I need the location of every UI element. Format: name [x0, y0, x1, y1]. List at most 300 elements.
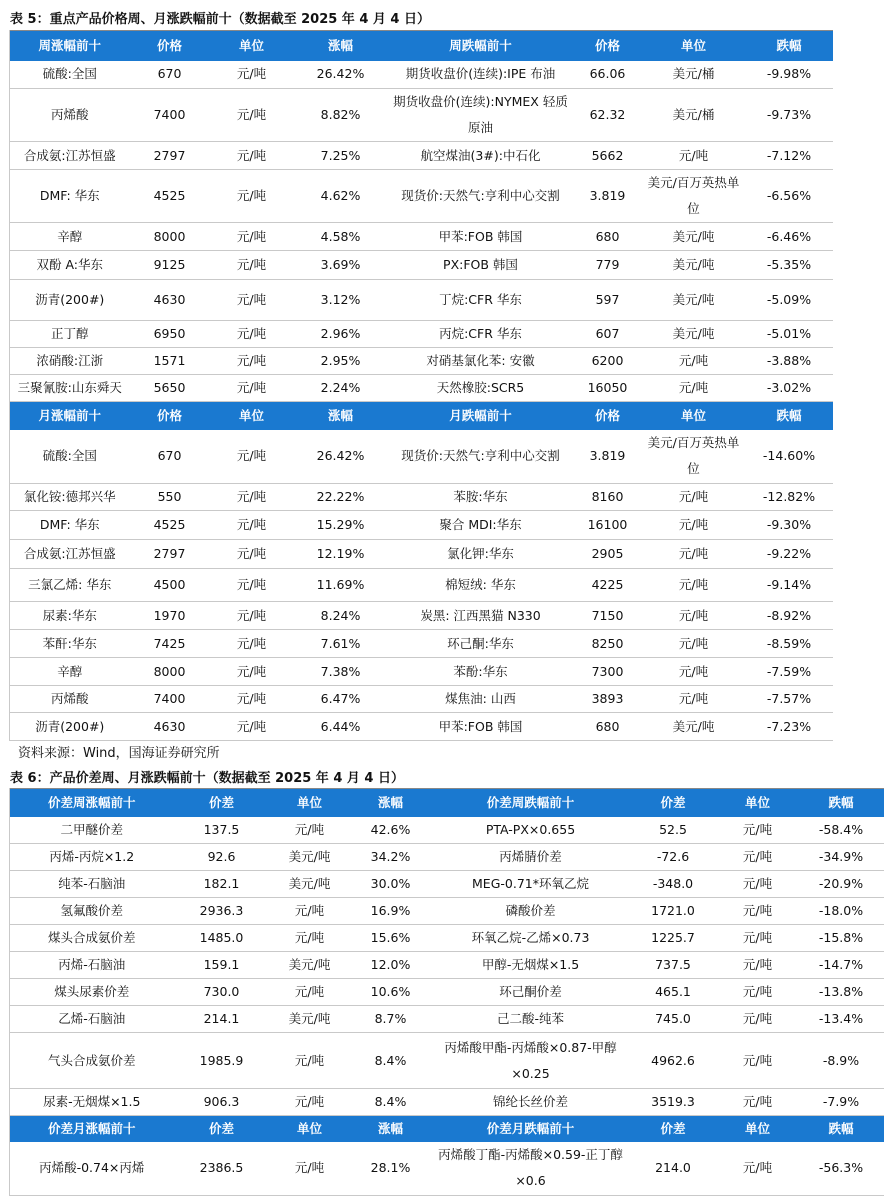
table-cell: 煤头尿素价差 — [10, 979, 174, 1006]
table-row — [10, 89, 833, 142]
table-cell: 苯酚:华东 — [388, 658, 574, 686]
table-cell: 550 — [130, 484, 210, 511]
table-cell: 元/吨 — [210, 348, 294, 375]
table-cell: 元/吨 — [210, 280, 294, 321]
table-row — [10, 817, 884, 844]
column-header: 价差 — [630, 789, 717, 817]
table-cell: 元/吨 — [270, 925, 350, 952]
table-cell: 元/吨 — [270, 817, 350, 844]
table-cell: 期货收盘价(连续):NYMEX 轻质原油 — [388, 89, 574, 142]
table-cell: 三聚氰胺:山东舜天 — [10, 375, 130, 402]
table-cell: 28.1% — [350, 1142, 432, 1195]
table-cell: 745.0 — [630, 1006, 717, 1033]
column-header: 单位 — [642, 31, 746, 61]
table-cell: 元/吨 — [210, 375, 294, 402]
table-cell: 聚合 MDI:华东 — [388, 511, 574, 540]
table-cell: 214.0 — [630, 1142, 717, 1195]
table-row — [10, 713, 833, 741]
table-cell: 7400 — [130, 686, 210, 713]
table-cell: 5662 — [574, 142, 642, 170]
table-cell: -5.09% — [746, 280, 833, 321]
table-cell: 期货收盘价(连续):IPE 布油 — [388, 61, 574, 89]
table-cell: 670 — [130, 61, 210, 89]
column-header: 月涨幅前十 — [10, 402, 130, 430]
table-cell: 7.25% — [294, 142, 388, 170]
table-cell: 2.24% — [294, 375, 388, 402]
table-cell: 元/吨 — [642, 658, 746, 686]
table-cell: 42.6% — [350, 817, 432, 844]
table-row — [10, 61, 833, 89]
table-cell: 62.32 — [574, 89, 642, 142]
table-cell: 双酚 A:华东 — [10, 251, 130, 280]
table-cell: 合成氨:江苏恒盛 — [10, 142, 130, 170]
table-cell: 乙烯-石脑油 — [10, 1006, 174, 1033]
table-cell: -56.3% — [799, 1142, 884, 1195]
column-header: 价格 — [130, 31, 210, 61]
column-header: 价格 — [574, 402, 642, 430]
table-cell: 680 — [574, 713, 642, 741]
table-cell: 16100 — [574, 511, 642, 540]
table-cell: 66.06 — [574, 61, 642, 89]
table-cell: 2.95% — [294, 348, 388, 375]
column-header: 涨幅 — [294, 402, 388, 430]
column-header: 单位 — [210, 31, 294, 61]
table-cell: 苯酐:华东 — [10, 630, 130, 658]
table-cell: 3.12% — [294, 280, 388, 321]
table-cell: -20.9% — [799, 871, 884, 898]
column-header: 周跌幅前十 — [388, 31, 574, 61]
table-cell: 182.1 — [174, 871, 270, 898]
table-cell: 丙烯酸 — [10, 89, 130, 142]
table-cell: 8.4% — [350, 1089, 432, 1116]
table-cell: 二甲醚价差 — [10, 817, 174, 844]
table-cell: -3.88% — [746, 348, 833, 375]
table-cell: 氯化钾:华东 — [388, 540, 574, 569]
table-cell: 元/吨 — [210, 658, 294, 686]
table-cell: 美元/吨 — [642, 223, 746, 251]
table-cell: 沥青(200#) — [10, 713, 130, 741]
table-cell: 美元/桶 — [642, 61, 746, 89]
table-cell: -5.01% — [746, 321, 833, 348]
table-cell: 16050 — [574, 375, 642, 402]
table-cell: -12.82% — [746, 484, 833, 511]
table-cell: 硫酸:全国 — [10, 61, 130, 89]
table-row — [10, 602, 833, 630]
table-cell: 美元/吨 — [642, 280, 746, 321]
table-cell: 22.22% — [294, 484, 388, 511]
table-cell: 906.3 — [174, 1089, 270, 1116]
table-cell: -8.92% — [746, 602, 833, 630]
table-cell: 美元/吨 — [642, 713, 746, 741]
table-cell: 8.82% — [294, 89, 388, 142]
column-header: 单位 — [642, 402, 746, 430]
column-header: 单位 — [270, 789, 350, 817]
column-header: 单位 — [270, 1116, 350, 1143]
table-row — [10, 1142, 884, 1195]
table-cell: 159.1 — [174, 952, 270, 979]
table-cell: 对硝基氯化苯: 安徽 — [388, 348, 574, 375]
table-cell: 4962.6 — [630, 1033, 717, 1089]
table-cell: 丙烯酸 — [10, 686, 130, 713]
table-row — [10, 223, 833, 251]
table-cell: -8.59% — [746, 630, 833, 658]
column-header: 涨幅 — [294, 31, 388, 61]
table-cell: 煤头合成氨价差 — [10, 925, 174, 952]
table-cell: 8000 — [130, 223, 210, 251]
table-header-row — [10, 1116, 884, 1143]
column-header: 价格 — [574, 31, 642, 61]
table-cell: 尿素-无烟煤×1.5 — [10, 1089, 174, 1116]
column-header: 单位 — [717, 789, 799, 817]
table-cell: 天然橡胶:SCR5 — [388, 375, 574, 402]
table-row — [10, 925, 884, 952]
table-cell: 7425 — [130, 630, 210, 658]
table-cell: 元/吨 — [642, 630, 746, 658]
table-cell: 30.0% — [350, 871, 432, 898]
table-cell: -3.02% — [746, 375, 833, 402]
table-cell: PTA-PX×0.655 — [432, 817, 630, 844]
table-cell: 元/吨 — [642, 375, 746, 402]
table-cell: -14.7% — [799, 952, 884, 979]
table-cell: -15.8% — [799, 925, 884, 952]
table-cell: 氯化铵:德邦兴华 — [10, 484, 130, 511]
table-cell: 6950 — [130, 321, 210, 348]
table-cell: 元/吨 — [210, 170, 294, 223]
table-cell: 甲醇-无烟煤×1.5 — [432, 952, 630, 979]
table-cell: 6200 — [574, 348, 642, 375]
table-cell: 元/吨 — [270, 1033, 350, 1089]
table-cell: 合成氨:江苏恒盛 — [10, 540, 130, 569]
table-cell: 元/吨 — [717, 1033, 799, 1089]
table-cell: 美元/百万英热单位 — [642, 170, 746, 223]
column-header: 价差月涨幅前十 — [10, 1116, 174, 1143]
table-cell: -9.30% — [746, 511, 833, 540]
table-cell: 锦纶长丝价差 — [432, 1089, 630, 1116]
table-cell: 7300 — [574, 658, 642, 686]
table-cell: 26.42% — [294, 61, 388, 89]
table-cell: 12.19% — [294, 540, 388, 569]
table-cell: 12.0% — [350, 952, 432, 979]
table-cell: 元/吨 — [210, 142, 294, 170]
table-cell: 元/吨 — [717, 871, 799, 898]
table-cell: -14.60% — [746, 430, 833, 484]
table-cell: 美元/吨 — [270, 1006, 350, 1033]
table-cell: 8.7% — [350, 1006, 432, 1033]
table-cell: 2936.3 — [174, 898, 270, 925]
table-cell: 沥青(200#) — [10, 280, 130, 321]
table-cell: 元/吨 — [642, 348, 746, 375]
table-cell: 元/吨 — [717, 898, 799, 925]
table-cell: 美元/吨 — [270, 952, 350, 979]
table-cell: 元/吨 — [210, 630, 294, 658]
table-cell: 737.5 — [630, 952, 717, 979]
column-header: 单位 — [210, 402, 294, 430]
table-cell: 环氧乙烷-乙烯×0.73 — [432, 925, 630, 952]
table-cell: 元/吨 — [270, 1142, 350, 1195]
table-cell: 元/吨 — [270, 979, 350, 1006]
column-header: 跌幅 — [746, 402, 833, 430]
table-row — [10, 321, 833, 348]
table-cell: 丙烯-石脑油 — [10, 952, 174, 979]
table-cell: 3519.3 — [630, 1089, 717, 1116]
table-cell: 元/吨 — [210, 251, 294, 280]
table-cell: 5650 — [130, 375, 210, 402]
table-cell: 硫酸:全国 — [10, 430, 130, 484]
table-cell: 元/吨 — [642, 569, 746, 602]
table-cell: 730.0 — [174, 979, 270, 1006]
table-row — [10, 280, 833, 321]
table-cell: DMF: 华东 — [10, 170, 130, 223]
table-cell: 元/吨 — [210, 89, 294, 142]
column-header: 跌幅 — [799, 789, 884, 817]
table-cell: 8.4% — [350, 1033, 432, 1089]
table-row — [10, 686, 833, 713]
table-cell: -8.9% — [799, 1033, 884, 1089]
table-cell: 7.61% — [294, 630, 388, 658]
column-header: 价差 — [174, 1116, 270, 1143]
table-cell: 4525 — [130, 170, 210, 223]
table-cell: -13.4% — [799, 1006, 884, 1033]
table-row — [10, 1033, 884, 1089]
column-header: 涨幅 — [350, 1116, 432, 1143]
table-cell: 4630 — [130, 713, 210, 741]
table-cell: 丁烷:CFR 华东 — [388, 280, 574, 321]
table-cell: -7.12% — [746, 142, 833, 170]
column-header: 价差周跌幅前十 — [432, 789, 630, 817]
table-cell: 元/吨 — [642, 540, 746, 569]
table-cell: 16.9% — [350, 898, 432, 925]
table-cell: 美元/桶 — [642, 89, 746, 142]
table-cell: DMF: 华东 — [10, 511, 130, 540]
table-cell: -9.98% — [746, 61, 833, 89]
table-cell: 丙烯酸甲酯-丙烯酸×0.87-甲醇×0.25 — [432, 1033, 630, 1089]
table-cell: 8.24% — [294, 602, 388, 630]
table-row — [10, 348, 833, 375]
column-header: 跌幅 — [746, 31, 833, 61]
table-cell: 煤焦油: 山西 — [388, 686, 574, 713]
table-row — [10, 1089, 884, 1116]
table-cell: 元/吨 — [717, 1142, 799, 1195]
table-cell: 779 — [574, 251, 642, 280]
source-note: 资料来源：Wind，国海证券研究所 — [18, 746, 220, 761]
table-cell: 607 — [574, 321, 642, 348]
table-cell: 元/吨 — [210, 713, 294, 741]
table-cell: -7.23% — [746, 713, 833, 741]
table-cell: -72.6 — [630, 844, 717, 871]
table-cell: 2797 — [130, 142, 210, 170]
table-cell: 现货价:天然气:亨利中心交割 — [388, 170, 574, 223]
table-cell: 己二酸-纯苯 — [432, 1006, 630, 1033]
column-header: 价差 — [174, 789, 270, 817]
table-cell: -9.14% — [746, 569, 833, 602]
table-cell: 丙烯酸丁酯-丙烯酸×0.59-正丁醇×0.6 — [432, 1142, 630, 1195]
table-cell: 航空煤油(3#):中石化 — [388, 142, 574, 170]
table-cell: 棉短绒: 华东 — [388, 569, 574, 602]
table-cell: 元/吨 — [717, 817, 799, 844]
table-cell: -6.46% — [746, 223, 833, 251]
table-cell: 670 — [130, 430, 210, 484]
product-price-table — [9, 30, 833, 741]
table-row — [10, 375, 833, 402]
table-cell: 丙烯酸-0.74×丙烯 — [10, 1142, 174, 1195]
table-cell: 元/吨 — [270, 1089, 350, 1116]
table-row — [10, 630, 833, 658]
table-cell: -13.8% — [799, 979, 884, 1006]
table-cell: 美元/吨 — [642, 251, 746, 280]
table-row — [10, 658, 833, 686]
table-row — [10, 844, 884, 871]
table-row — [10, 898, 884, 925]
table-cell: 1970 — [130, 602, 210, 630]
table-cell: 环己酮价差 — [432, 979, 630, 1006]
table-cell: 7150 — [574, 602, 642, 630]
column-header: 价差 — [630, 1116, 717, 1143]
table-cell: -34.9% — [799, 844, 884, 871]
table-cell: 现货价:天然气:亨利中心交割 — [388, 430, 574, 484]
table-cell: 1485.0 — [174, 925, 270, 952]
table-cell: 元/吨 — [210, 602, 294, 630]
table-header-row — [10, 31, 833, 61]
table-cell: 3893 — [574, 686, 642, 713]
table-cell: 元/吨 — [717, 844, 799, 871]
table-cell: 元/吨 — [210, 430, 294, 484]
table-cell: 4500 — [130, 569, 210, 602]
column-header: 跌幅 — [799, 1116, 884, 1143]
table-cell: -6.56% — [746, 170, 833, 223]
table-cell: 92.6 — [174, 844, 270, 871]
table-cell: 15.6% — [350, 925, 432, 952]
column-header: 价差周涨幅前十 — [10, 789, 174, 817]
table-cell: 纯苯-石脑油 — [10, 871, 174, 898]
table-cell: -7.9% — [799, 1089, 884, 1116]
table-cell: 美元/吨 — [270, 871, 350, 898]
table-cell: 8000 — [130, 658, 210, 686]
table-row — [10, 142, 833, 170]
table-cell: MEG-0.71*环氧乙烷 — [432, 871, 630, 898]
table-cell: 丙烷:CFR 华东 — [388, 321, 574, 348]
table-cell: 磷酸价差 — [432, 898, 630, 925]
table-cell: 3.819 — [574, 430, 642, 484]
column-header: 涨幅 — [350, 789, 432, 817]
table-cell: 52.5 — [630, 817, 717, 844]
table-cell: -7.57% — [746, 686, 833, 713]
table-cell: 气头合成氨价差 — [10, 1033, 174, 1089]
column-header: 月跌幅前十 — [388, 402, 574, 430]
table-cell: 597 — [574, 280, 642, 321]
table-cell: -9.73% — [746, 89, 833, 142]
table-cell: -9.22% — [746, 540, 833, 569]
table-cell: 丙烯腈价差 — [432, 844, 630, 871]
table-cell: 2905 — [574, 540, 642, 569]
column-header: 价格 — [130, 402, 210, 430]
table-cell: 8160 — [574, 484, 642, 511]
spread-table — [9, 788, 884, 1196]
table-cell: 浓硝酸:江浙 — [10, 348, 130, 375]
column-header: 周涨幅前十 — [10, 31, 130, 61]
table-cell: 7.38% — [294, 658, 388, 686]
table-cell: 元/吨 — [642, 142, 746, 170]
table-cell: 环己酮:华东 — [388, 630, 574, 658]
table-cell: 6.44% — [294, 713, 388, 741]
table-cell: 辛醇 — [10, 658, 130, 686]
table-cell: 美元/吨 — [642, 321, 746, 348]
table-cell: 正丁醇 — [10, 321, 130, 348]
table-cell: 元/吨 — [642, 511, 746, 540]
table-cell: 9125 — [130, 251, 210, 280]
table-cell: 元/吨 — [717, 925, 799, 952]
table-cell: 美元/吨 — [270, 844, 350, 871]
table-cell: 元/吨 — [210, 61, 294, 89]
table-row — [10, 170, 833, 223]
table-cell: 1225.7 — [630, 925, 717, 952]
table-cell: 4225 — [574, 569, 642, 602]
table-cell: 尿素:华东 — [10, 602, 130, 630]
table-header-row — [10, 402, 833, 430]
table6-caption: 表 6：产品价差周、月涨跌幅前十（数据截至 2025 年 4 月 4 日） — [10, 771, 404, 786]
table-cell: PX:FOB 韩国 — [388, 251, 574, 280]
table-cell: 元/吨 — [270, 898, 350, 925]
table-cell: 3.819 — [574, 170, 642, 223]
table-row — [10, 952, 884, 979]
table-cell: 1571 — [130, 348, 210, 375]
table-cell: 15.29% — [294, 511, 388, 540]
table-cell: -7.59% — [746, 658, 833, 686]
table-cell: 1721.0 — [630, 898, 717, 925]
table-cell: 氢氟酸价差 — [10, 898, 174, 925]
table-cell: 甲苯:FOB 韩国 — [388, 713, 574, 741]
table-row — [10, 1006, 884, 1033]
table-cell: 元/吨 — [717, 1089, 799, 1116]
table-row — [10, 511, 833, 540]
column-header: 单位 — [717, 1116, 799, 1143]
table-row — [10, 430, 833, 484]
table-cell: 甲苯:FOB 韩国 — [388, 223, 574, 251]
table-cell: 元/吨 — [642, 602, 746, 630]
table-cell: 元/吨 — [210, 321, 294, 348]
table-cell: -58.4% — [799, 817, 884, 844]
table-cell: 元/吨 — [642, 484, 746, 511]
table-cell: 680 — [574, 223, 642, 251]
table-cell: -18.0% — [799, 898, 884, 925]
table-cell: 三氯乙烯: 华东 — [10, 569, 130, 602]
table-cell: 137.5 — [174, 817, 270, 844]
table-cell: 4.58% — [294, 223, 388, 251]
table-cell: 2.96% — [294, 321, 388, 348]
table-cell: -5.35% — [746, 251, 833, 280]
table-cell: 10.6% — [350, 979, 432, 1006]
table-cell: 丙烯-丙烷×1.2 — [10, 844, 174, 871]
table-cell: 2797 — [130, 540, 210, 569]
table-cell: 元/吨 — [210, 686, 294, 713]
table-header-row — [10, 789, 884, 817]
table-cell: 辛醇 — [10, 223, 130, 251]
table-cell: 元/吨 — [717, 1006, 799, 1033]
table-cell: 7400 — [130, 89, 210, 142]
table-row — [10, 251, 833, 280]
table-cell: 214.1 — [174, 1006, 270, 1033]
table-row — [10, 871, 884, 898]
table-cell: 3.69% — [294, 251, 388, 280]
table-row — [10, 540, 833, 569]
table-cell: 元/吨 — [210, 569, 294, 602]
table-cell: 11.69% — [294, 569, 388, 602]
table-cell: 元/吨 — [717, 952, 799, 979]
table-cell: 4630 — [130, 280, 210, 321]
table-cell: -348.0 — [630, 871, 717, 898]
table-cell: 元/吨 — [210, 540, 294, 569]
table-cell: 8250 — [574, 630, 642, 658]
table-cell: 4.62% — [294, 170, 388, 223]
